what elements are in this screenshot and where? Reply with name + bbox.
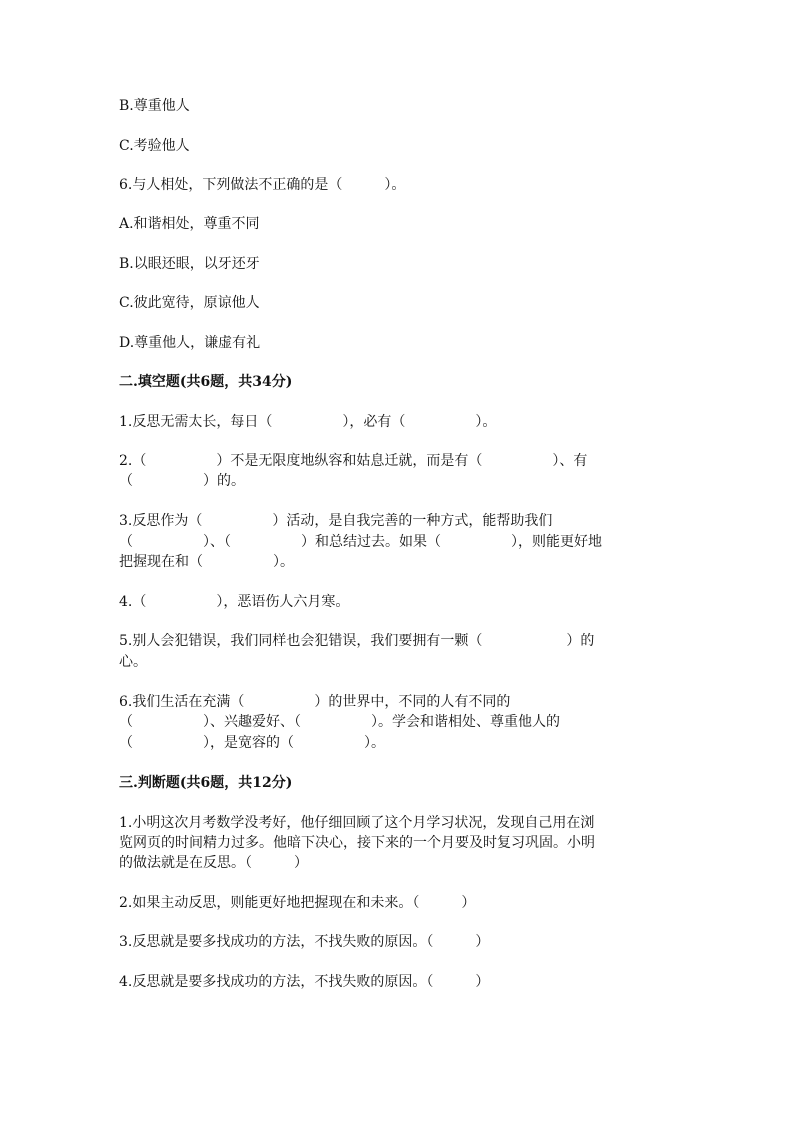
question-6-option-a: A.和谐相处，尊重不同 <box>119 216 260 232</box>
option-c: C.考验他人 <box>119 138 190 154</box>
fill-question-1: 1.反思无需太长，每日（ ），必有（ ）。 <box>119 414 497 430</box>
judge-question-1-line-2: 览网页的时间精力过多。他暗下决心，接下来的一个月要及时复习巩固。小明 <box>119 835 595 851</box>
question-6-stem: 6.与人相处，下列做法不正确的是（ ）。 <box>119 177 406 193</box>
fill-question-3-line-2: （ ）、（ ）和总结过去。如果（ ），则能更好地 <box>119 534 602 550</box>
option-b: B.尊重他人 <box>119 98 190 114</box>
judge-question-4: 4.反思就是要多找成功的方法，不找失败的原因。（ ） <box>119 974 490 990</box>
fill-question-3-line-3: 把握现在和（ ）。 <box>119 554 294 570</box>
judge-question-3: 3.反思就是要多找成功的方法，不找失败的原因。（ ） <box>119 934 490 950</box>
fill-question-4: 4.（ ），恶语伤人六月寒。 <box>119 594 350 610</box>
judge-question-2: 2.如果主动反思，则能更好地把握现在和未来。（ ） <box>119 895 476 911</box>
judge-question-1-line-1: 1.小明这次月考数学没考好，他仔细回顾了这个月学习状况，发现自己用在浏 <box>119 815 595 831</box>
fill-question-2-line-2: （ ）的。 <box>119 473 245 489</box>
section-2-title: 二.填空题(共6题，共34分) <box>119 374 293 390</box>
fill-question-6-line-2: （ ）、兴趣爱好、（ ）。学会和谐相处、尊重他人的 <box>119 714 560 730</box>
fill-question-2-line-1: 2.（ ）不是无限度地纵容和姑息迁就，而是有（ ）、有 <box>119 453 588 469</box>
fill-question-6-line-1: 6.我们生活在充满（ ）的世界中，不同的人有不同的 <box>119 694 511 710</box>
fill-question-5-line-2: 心。 <box>119 654 147 670</box>
question-6-option-d: D.尊重他人，谦虚有礼 <box>119 335 261 351</box>
fill-question-3-line-1: 3.反思作为（ ）活动，是自我完善的一种方式，能帮助我们 <box>119 513 553 529</box>
fill-question-6-line-3: （ ），是宽容的（ ）。 <box>119 735 385 751</box>
fill-question-5-line-1: 5.别人会犯错误，我们同样也会犯错误，我们要拥有一颗（ ）的 <box>119 633 595 649</box>
section-3-title: 三.判断题(共6题，共12分) <box>119 775 293 791</box>
question-6-option-c: C.彼此宽待，原谅他人 <box>119 295 260 311</box>
question-6-option-b: B.以眼还眼，以牙还牙 <box>119 256 260 272</box>
judge-question-1-line-3: 的做法就是在反思。（ ） <box>119 855 308 871</box>
